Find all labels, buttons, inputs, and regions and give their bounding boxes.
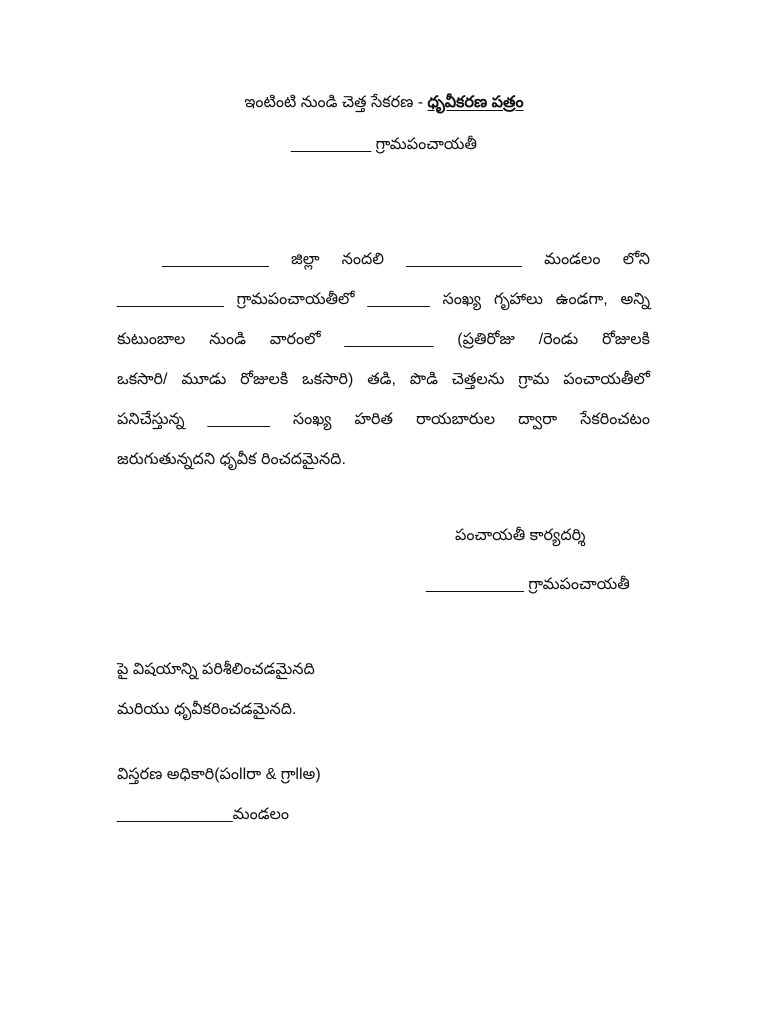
verification-line-1: పై విషయాన్ని పరిశీలించడమైనది [117, 661, 315, 678]
officer-mandal: _____________మండలం [117, 806, 290, 823]
document-title [0, 83, 768, 123]
panchayat-name-line: _________ గ్రామపంచాయతీ [291, 136, 477, 153]
body-line: ____________ జిల్లా నందలి _____________ మండలం లోని [162, 251, 650, 268]
signatory-designation: పంచాయతీ కార్యదర్శి [455, 527, 586, 544]
body-line: ఒకసారి/ మూడు రోజులకి ఒకసారి) తడి, పొడి చెత్తలను గ్రామ పంచాయతీలో [117, 371, 650, 388]
certificate-body [117, 240, 650, 480]
title-emphasis: ధృవీకరణ పత్రం [427, 94, 524, 111]
title-prefix: ఇంటింటి నుండి చెత్త సేకరణ - [244, 94, 424, 111]
body-line: పనిచేస్తున్న _______ సంఖ్య హరిత రాయబారుల ద్వారా సేకరించటం [117, 411, 650, 428]
body-line: కుటుంబాల నుండి వారంలో __________ (ప్రతిరోజు /రెండు రోజులకి [117, 331, 650, 348]
verification-line-2: మరియు ధృవీకరించడమైనది. [117, 701, 297, 718]
signatory-panchayat: ___________ గ్రామపంచాయతీ [426, 576, 630, 593]
body-line: ____________ గ్రామపంచాయతీలో _______ సంఖ్య గృహాలు ఉండగా, అన్ని [117, 291, 650, 308]
verifying-officer: విస్తరణ అధికారి(పంllరా & గ్రాllఅ) [117, 766, 321, 783]
body-line: జరుగుతున్నదని ధృవీక రించదమైనది. [117, 451, 346, 468]
